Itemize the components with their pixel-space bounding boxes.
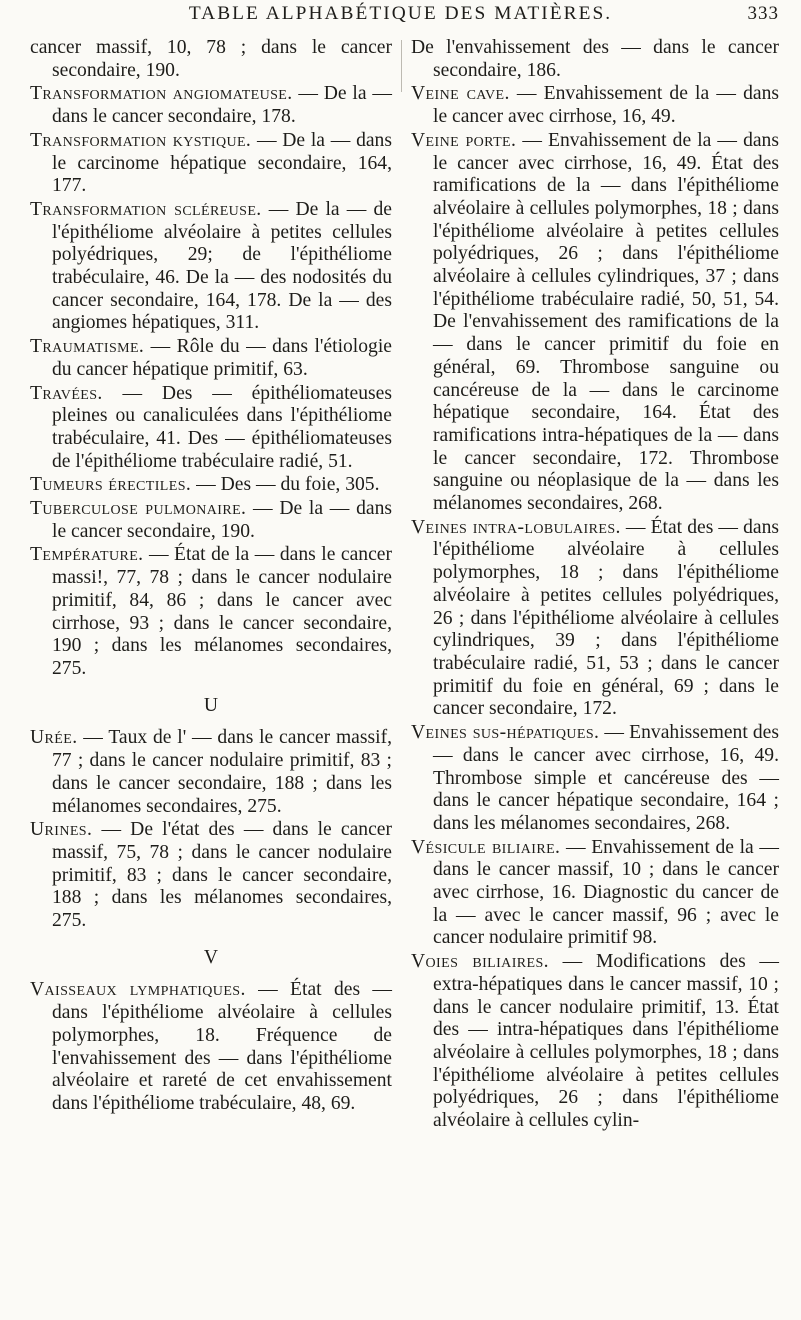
index-entry	[30, 544, 392, 680]
index-entry	[411, 951, 779, 1133]
section-letter-v: V	[203, 946, 219, 968]
entry-headword: Voies biliaires.	[411, 951, 549, 973]
entry-text: — État de la — dans le cancer massi!, 77, 78 ; dans le cancer nodulaire primitif, 84, 86 ; dans le cancer avec cirrhose, 93 ; dans le cancer secondaire, 190 ; dans les mélanomes secondaires, 275.	[52, 544, 392, 679]
entry-text: — De la — de l'épithéliome alvéolaire à petites cellules polyédriques, 29; de l'épithéliome trabéculaire, 46. De la — des nodosités du cancer secondaire, 164, 178. De la — des angiomes hépatiques, 311.	[52, 198, 392, 334]
entry-text: — De la — dans le cancer secondaire, 190.	[52, 498, 392, 542]
index-entry	[411, 83, 779, 128]
entry-text: — De la — dans le carcinome hépatique secondaire, 164, 177.	[52, 129, 392, 197]
index-entry	[30, 819, 392, 933]
column-divider	[401, 40, 402, 92]
right-column	[411, 37, 779, 1134]
t-entry-list	[30, 83, 392, 680]
entry-text: — Taux de l' — dans le cancer massif, 77 ; dans le cancer nodulaire primitif, 83 ; dans le cancer secondaire, 188 ; dans les mélanomes secondaires, 275.	[52, 727, 392, 817]
index-entry	[30, 130, 392, 198]
continuation-text: De l'envahissement des — dans le cancer secondaire, 186.	[411, 37, 779, 81]
entry-headword: Veine porte.	[411, 129, 517, 151]
entry-text: — Rôle du — dans l'étiologie du cancer hépatique primitif, 63.	[52, 336, 392, 380]
index-entry	[30, 383, 392, 474]
left-column	[30, 37, 392, 1117]
continuation-text: cancer massif, 10, 78 ; dans le cancer secondaire, 190.	[30, 37, 392, 81]
index-entry	[30, 199, 392, 335]
entry-headword: Tuberculose pulmonaire.	[30, 498, 247, 520]
u-entry-list	[30, 727, 392, 932]
entry-text: — Modifications des — extra-hépatiques dans le cancer massif, 10 ; dans le cancer nodulaire primitif, 13. État des — intra-hépatiques dans l'épithéliome alvéolaire à cellules polymorphes, 18 ; dans l'épithéliome alvéolaire à petites cellules polyédriques, 26 ; dans l'épithéliome alvéolaire à cellules cylin-	[433, 951, 780, 1132]
entry-text: — État des — dans l'épithéliome alvéolaire à cellules polymorphes, 18. Fréquence de l'envahissement des — dans l'épithéliome alvéolaire et rareté de cet envahissement dans l'épithéliome trabéculaire, 48, 69.	[52, 979, 393, 1114]
entry-headword: Veines intra-lobulaires.	[411, 516, 621, 538]
index-entry	[30, 83, 392, 128]
entry-text: — Envahissement de la — dans le cancer avec cirrhose, 16, 49.	[433, 83, 779, 128]
entry-headword: Urée.	[30, 727, 78, 749]
index-entry	[30, 727, 392, 818]
entry-headword: Transformation scléreuse.	[30, 198, 262, 220]
index-entry	[30, 498, 392, 543]
entry-headword: Vaisseaux lymphatiques.	[30, 979, 246, 1001]
index-entry	[411, 837, 779, 951]
entry-text: — De la — dans le cancer secondaire, 178.	[52, 83, 392, 128]
entry-text: — De l'état des — dans le cancer massif, 75, 78 ; dans le cancer nodulaire primitif, 83 ; dans le cancer secondaire, 188 ; dans les mélanomes secondaires, 275.	[52, 819, 392, 932]
entry-headword: Veine cave.	[411, 83, 510, 105]
entry-headword: Travées.	[30, 382, 103, 404]
entry-headword: Urines.	[30, 819, 93, 841]
entry-headword: Tumeurs érectiles.	[30, 474, 192, 496]
index-entry	[411, 130, 779, 516]
entry-headword: Veines sus-hépatiques.	[411, 722, 600, 744]
entry-headword: Température.	[30, 544, 144, 566]
running-header	[0, 3, 801, 29]
entry-headword: Transformation kystique.	[30, 129, 252, 151]
page-number: 333	[747, 3, 779, 24]
section-letter-u: U	[203, 694, 219, 716]
running-title: TABLE ALPHABÉTIQUE DES MATIÈRES.	[188, 3, 613, 24]
entry-headword: Traumatisme.	[30, 336, 145, 358]
v-entry-list-continued	[411, 83, 779, 1132]
index-entry	[30, 474, 392, 497]
entry-text: — État des — dans l'épithéliome alvéolaire à cellules polymorphes, 18 ; dans l'épithéliome alvéolaire à petites cellules polyédriques, 26 ; dans l'épithéliome alvéolaire à cellules cylindriques, 39 ; dans l'épithéliome trabéculaire radié, 51, 53 ; dans le cancer primitif du foie en général, 69 ; dans le cancer secondaire, 172.	[433, 516, 779, 720]
entry-text: — Envahissement des — dans le cancer avec cirrhose, 16, 49. Thrombose simple et cancéreuse des — dans le cancer hépatique secondaire, 164 ; dans les mélanomes secondaires, 268.	[433, 722, 779, 834]
index-entry	[30, 979, 392, 1115]
index-entry	[411, 517, 779, 721]
entry-text: — Envahissement de la — dans le cancer avec cirrhose, 16, 49. État des ramifications de la — dans l'épithéliome alvéolaire à cellules polymorphes, 18 ; dans l'épithéliome alvéolaire à petites cellules polyédriques, 26 ; dans l'épithéliome alvéolaire à cellules cylindriques, 37 ; dans l'épithéliome trabéculaire radié, 50, 51, 54. De l'envahissement des ramifications de la — dans le cancer primitif du foie en général, 69. Thrombose sanguine ou cancéreuse de la — dans le carcinome hépatique secondaire, 164. État des ramifications intra-hépatiques de la — dans le cancer secondaire, 172. Thrombose sanguine ou néoplasique de la — dans les mélanomes secondaires, 268.	[433, 129, 779, 515]
entry-headword: Transformation angiomateuse.	[30, 83, 293, 105]
entry-text: — Des — épithéliomateuses pleines ou canaliculées dans l'épithéliome trabéculaire, 41. Des — épithéliomateuses de l'épithéliome trabéculaire radié, 51.	[52, 382, 392, 472]
index-entry	[411, 722, 779, 836]
entry-headword: Vésicule biliaire.	[411, 836, 561, 858]
entry-text: — Envahissement de la — dans le cancer massif, 10 ; dans le cancer avec cirrhose, 16. Diagnostic du cancer de la — avec le cancer massif, 96 ; avec le cancer nodulaire primitif 98.	[433, 836, 779, 949]
index-entry	[30, 336, 392, 381]
entry-text: — Des — du foie, 305.	[191, 474, 380, 496]
v-entry-list	[30, 979, 392, 1115]
